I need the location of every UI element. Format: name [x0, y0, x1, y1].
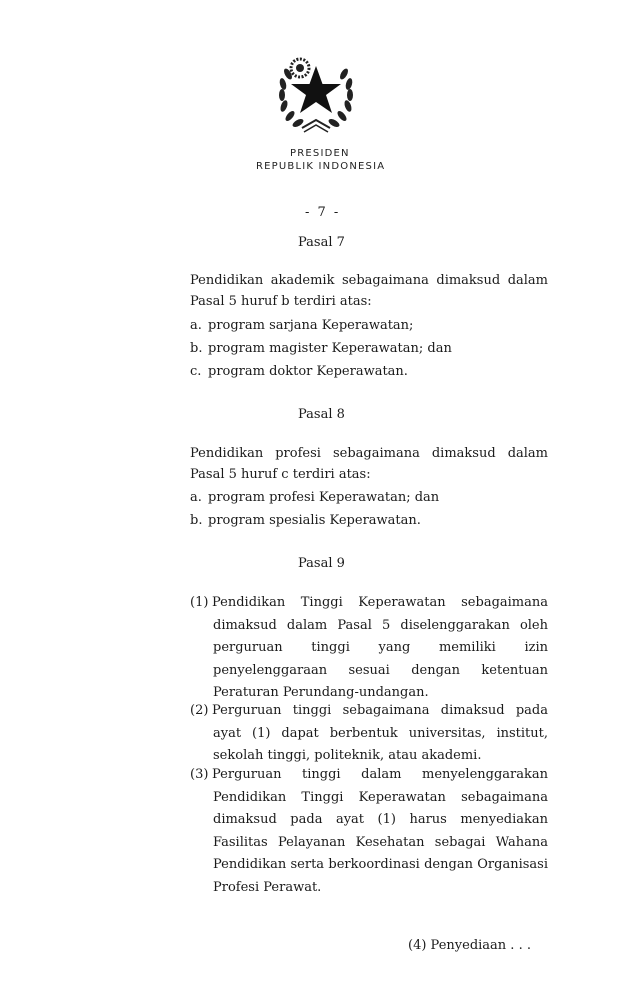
list-item [190, 315, 548, 336]
list-item [190, 510, 548, 531]
list-text: program sarjana Keperawatan; [208, 318, 414, 333]
list-marker: a. [190, 318, 202, 333]
page-number: - 7 - [305, 205, 341, 220]
list-text: program magister Keperawatan; dan [208, 341, 452, 356]
list-text: program profesi Keperawatan; dan [208, 490, 440, 505]
institution-line-1: PRESIDEN [290, 148, 350, 159]
continuation-note: (4) Penyediaan . . . [408, 938, 531, 953]
list-marker: a. [190, 490, 202, 505]
clause-text: Perguruan tinggi dalam menyelenggarakan Pendidikan Tinggi Keperawatan sebagaimana dimaksud pada ayat (1) harus menyediakan Fasilitas Pelayanan Kesehatan sebagai Wahana Pendidikan serta berkoordinasi dengan Organisasi Profesi Perawat. [212, 767, 548, 895]
pasal-9-title: Pasal 9 [298, 556, 345, 571]
list-text: program doktor Keperawatan. [208, 364, 408, 379]
pasal-8-title: Pasal 8 [298, 407, 345, 422]
list-marker: b. [190, 341, 203, 356]
list-marker: c. [190, 364, 202, 379]
numbered-clause [190, 764, 548, 899]
list-text: program spesialis Keperawatan. [208, 513, 421, 528]
clause-text: Pendidikan Tinggi Keperawatan sebagaimana dimaksud dalam Pasal 5 diselenggarakan oleh perguruan tinggi yang memiliki izin penyelenggaraan sesuai dengan ketentuan Peraturan Perundang-undangan. [212, 595, 548, 700]
institution-line-2: REPUBLIK INDONESIA [256, 161, 386, 172]
pasal-7-title: Pasal 7 [298, 235, 345, 250]
list-marker: b. [190, 513, 203, 528]
list-item [190, 338, 548, 359]
list-item [190, 487, 548, 508]
clause-text: Perguruan tinggi sebagaimana dimaksud pada ayat (1) dapat berbentuk universitas, institut, sekolah tinggi, politeknik, atau akademi. [212, 703, 548, 763]
numbered-clause [190, 592, 548, 705]
pasal-7-intro: Pendidikan akademik sebagaimana dimaksud dalam Pasal 5 huruf b terdiri atas: [190, 273, 548, 309]
pasal-8-intro: Pendidikan profesi sebagaimana dimaksud dalam Pasal 5 huruf c terdiri atas: [190, 446, 548, 482]
garuda-star-emblem-icon [274, 52, 358, 136]
clause-marker: (2) [190, 703, 209, 718]
clause-marker: (3) [190, 767, 209, 782]
clause-marker: (1) [190, 595, 209, 610]
numbered-clause [190, 700, 548, 768]
list-item [190, 361, 548, 382]
